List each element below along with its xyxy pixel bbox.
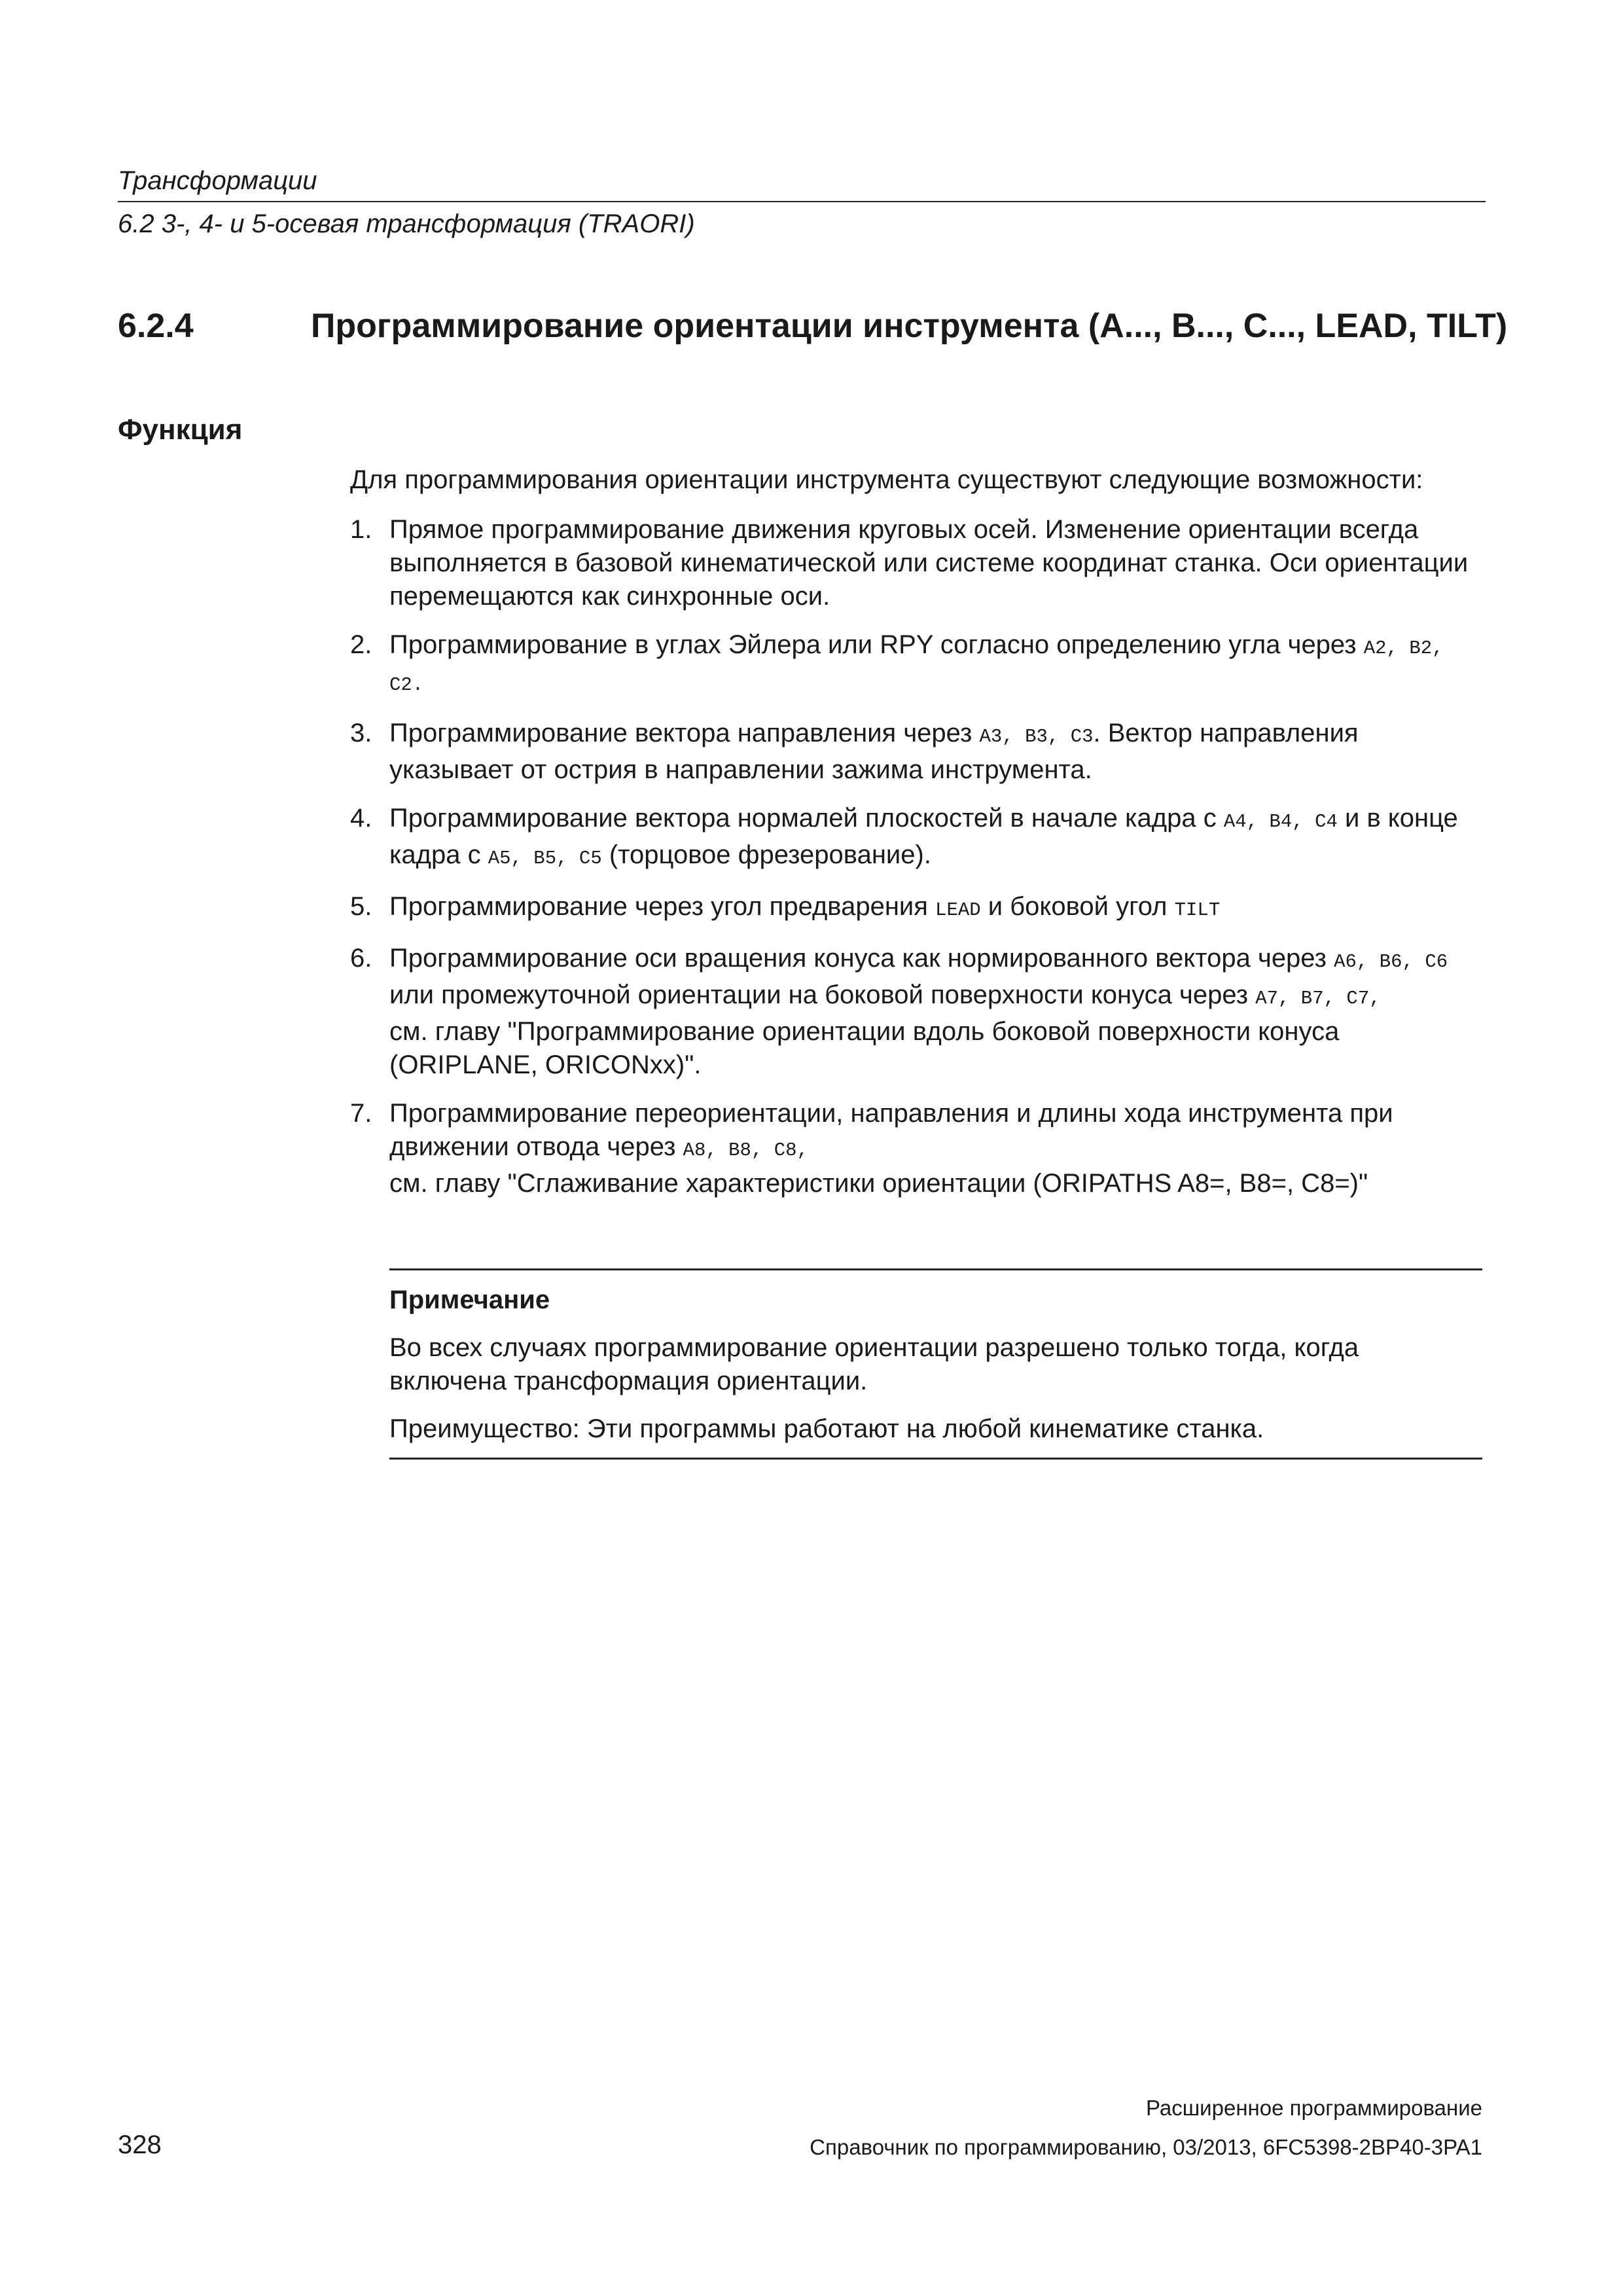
code-params: A5, B5, C5 [488, 848, 602, 869]
item-text: и в конце кадра с [389, 804, 1458, 869]
code-params: A7, B7, C7, [1255, 988, 1381, 1009]
note-title: Примечание [389, 1285, 550, 1314]
footer-reference: Справочник по программированию, 03/2013, 6FC5398-2BP40-3PA1 [810, 2135, 1482, 2159]
code-params: LEAD [935, 899, 981, 921]
item-text: Программирование переориентации, направления и длины хода инструмента при движении отвода через [389, 1099, 1393, 1161]
note-box [389, 1268, 1482, 1460]
code-params: A2, B2, C2. [389, 637, 1444, 696]
item-text: Программирование вектора направления через [389, 719, 980, 747]
item-text: Программирование в углах Эйлера или RPY согласно определению угла через [389, 630, 1364, 659]
item-text: (торцовое фрезерование). [601, 840, 931, 869]
intro-paragraph: Для программирования ориентации инструмента существуют следующие возможности: [350, 465, 1423, 494]
running-header-section: 6.2 3-, 4- и 5-осевая трансформация (TRAORI) [118, 209, 695, 238]
item-text: и боковой угол [980, 892, 1175, 921]
list-item-6 [350, 942, 1482, 1082]
item-text: или промежуточной ориентации на боковой поверхности конуса через [389, 980, 1256, 1009]
list-number: 7. [350, 1099, 372, 1128]
running-header-chapter: Трансформации [118, 166, 317, 195]
code-params: TILT [1174, 899, 1221, 921]
list-number: 6. [350, 944, 372, 973]
code-params: A6, B6, C6 [1334, 951, 1448, 973]
item-text: см. главу "Программирование ориентации вдоль боковой поверхности конуса (ORIPLANE, ORICONxx)". [389, 1017, 1340, 1079]
code-params: A8, B8, C8, [683, 1139, 808, 1161]
note-paragraph: Во всех случаях программирование ориентации разрешено только тогда, когда включена трансформация ориентации. [389, 1333, 1359, 1395]
item-text: Прямое программирование движения круговых осей. Изменение ориентации всегда выполняется в базовой кинематической или системе координат станка. Оси ориентации перемещаются как синхронные оси. [389, 515, 1469, 611]
item-text: . Вектор направления указывает от острия в направлении зажима инструмента. [389, 719, 1359, 784]
item-text: см. главу "Сглаживание характеристики ориентации (ORIPATHS A8=, B8=, C8=)" [389, 1169, 1368, 1198]
list-number: 4. [350, 804, 372, 833]
list-item-4 [350, 802, 1482, 875]
list-item-7 [350, 1097, 1482, 1200]
list-number: 5. [350, 892, 372, 921]
list-number: 3. [350, 719, 372, 747]
list-item-1 [350, 513, 1482, 613]
footer-book-title: Расширенное программирование [1145, 2096, 1482, 2120]
list-item-3 [350, 717, 1482, 787]
list-number: 1. [350, 515, 372, 544]
body-text [350, 463, 1482, 1215]
list-item-2 [350, 628, 1482, 702]
section-number: 6.2.4 [118, 307, 194, 345]
list-number: 2. [350, 630, 372, 659]
code-params: A4, B4, C4 [1223, 811, 1338, 833]
section-title: Программирование ориентации инструмента (А..., В..., С..., LEAD, TILT) [311, 307, 1508, 345]
item-text: Программирование оси вращения конуса как нормированного вектора через [389, 944, 1334, 973]
item-text: Программирование через угол предварения [389, 892, 936, 921]
item-text: Программирование вектора нормалей плоскостей в начале кадра с [389, 804, 1224, 833]
list-item-5 [350, 890, 1482, 927]
code-params: A3, B3, C3 [979, 726, 1094, 747]
page-number: 328 [118, 2130, 162, 2159]
header-rule [118, 201, 1486, 202]
function-heading: Функция [118, 414, 243, 446]
note-paragraph: Преимущество: Эти программы работают на любой кинематике станка. [389, 1414, 1264, 1443]
options-list [350, 513, 1482, 1200]
